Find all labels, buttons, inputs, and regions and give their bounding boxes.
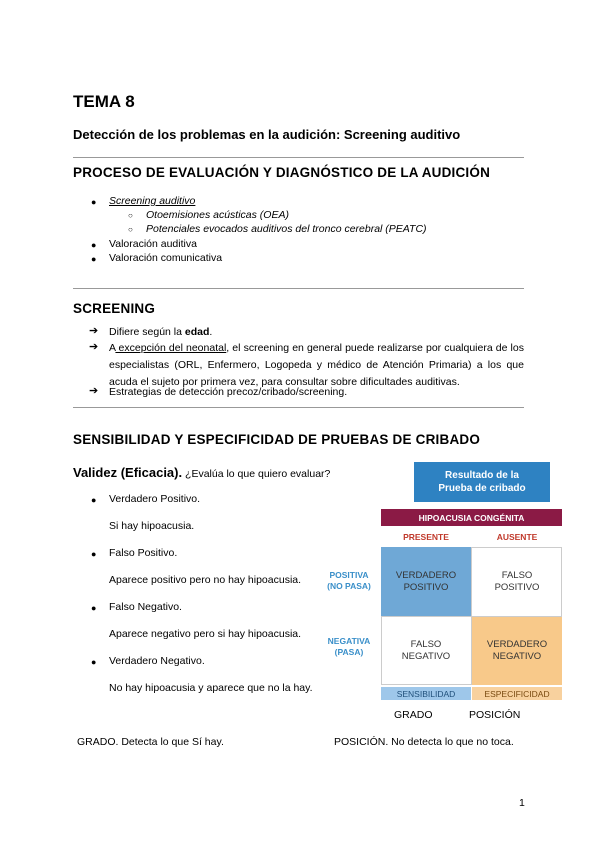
posicion-label: POSICIÓN	[469, 709, 521, 721]
screening-point-estrategias: Estrategias de detección precoz/cribado/screening.	[109, 386, 348, 398]
sensibilidad-bar: SENSIBILIDAD	[381, 687, 471, 700]
ausente-header: AUSENTE	[496, 532, 538, 542]
bullet-icon: ●	[91, 657, 97, 667]
bullet-icon: ●	[91, 240, 97, 250]
screening-point-edad: Difiere según la edad.	[109, 326, 213, 338]
hipoacusia-header: HIPOACUSIA CONGÉNITA	[381, 509, 562, 526]
section-heading-evaluacion: PROCESO DE EVALUACIÓN Y DIAGNÓSTICO DE LA AUDICIÓN	[73, 165, 491, 180]
divider	[73, 157, 524, 158]
bullet-icon: ●	[91, 254, 97, 264]
divider	[73, 288, 524, 289]
term-falso-positivo: Falso Positivo.	[109, 547, 178, 559]
cell-verdadero-positivo: VERDADERO POSITIVO	[381, 547, 471, 616]
arrow-right-icon: ➔	[89, 341, 99, 353]
page-number: 1	[519, 797, 525, 809]
bullet-icon: ●	[91, 495, 97, 505]
section-heading-screening: SCREENING	[73, 301, 156, 316]
list-item-screening: Screening auditivo	[109, 195, 196, 207]
cell-falso-negativo: FALSO NEGATIVO	[401, 639, 451, 662]
bullet-icon: ●	[91, 603, 97, 613]
page-title: TEMA 8	[73, 92, 135, 111]
cell-verdadero-negativo: VERDADERO NEGATIVO	[472, 617, 562, 685]
term-verdadero-negativo: Verdadero Negativo.	[109, 655, 205, 667]
desc-verdadero-negativo: No hay hipoacusia y aparece que no la hay.	[109, 682, 313, 694]
arrow-right-icon: ➔	[89, 325, 99, 337]
list-item-oea: Otoemisiones acústicas (OEA)	[146, 209, 289, 221]
validez-line: Validez (Eficacia). ¿Evalúa lo que quiero evaluar?	[73, 465, 331, 480]
circle-bullet-icon: ○	[128, 211, 133, 220]
grid-divider-horizontal	[381, 616, 562, 617]
section-heading-sensibilidad: SENSIBILIDAD Y ESPECIFICIDAD DE PRUEBAS DE CRIBADO	[73, 432, 481, 447]
bullet-icon: ●	[91, 197, 97, 207]
posicion-note: POSICIÓN. No detecta lo que no toca.	[334, 736, 514, 748]
grado-note: GRADO. Detecta lo que Sí hay.	[77, 736, 224, 748]
list-item-valoracion-comunicativa: Valoración comunicativa	[109, 252, 223, 264]
presente-header: PRESENTE	[403, 532, 449, 542]
desc-verdadero-positivo: Si hay hipoacusia.	[109, 520, 195, 532]
positiva-label: POSITIVA (NO PASA)	[327, 570, 371, 591]
term-falso-negativo: Falso Negativo.	[109, 601, 182, 613]
bullet-icon: ●	[91, 549, 97, 559]
page-subtitle: Detección de los problemas en la audición: Screening auditivo	[73, 127, 461, 142]
list-item-valoracion-auditiva: Valoración auditiva	[109, 238, 197, 250]
screening-point-especialistas: A excepción del neonatal, el screening en general puede realizarse por cualquiera de los especialistas (ORL, Enfermero, Logopeda y médico de Atención Primaria) a los que acuda el sujeto por primera vez, para consultar sobre dificultades auditivas.	[109, 342, 524, 388]
resultado-prueba-box: Resultado de la Prueba de cribado	[414, 462, 550, 502]
especificidad-bar: ESPECIFICIDAD	[472, 687, 562, 700]
grado-label: GRADO	[394, 709, 433, 721]
desc-falso-negativo: Aparece negativo pero si hay hipoacusia.	[109, 628, 302, 640]
circle-bullet-icon: ○	[128, 225, 133, 234]
desc-falso-positivo: Aparece positivo pero no hay hipoacusia.	[109, 574, 302, 586]
arrow-right-icon: ➔	[89, 385, 99, 397]
cell-falso-positivo: FALSO POSITIVO	[494, 569, 540, 593]
divider	[73, 407, 524, 408]
negativa-label: NEGATIVA (PASA)	[327, 636, 371, 657]
term-verdadero-positivo: Verdadero Positivo.	[109, 493, 201, 505]
list-item-peatc: Potenciales evocados auditivos del tronco cerebral (PEATC)	[146, 223, 427, 235]
